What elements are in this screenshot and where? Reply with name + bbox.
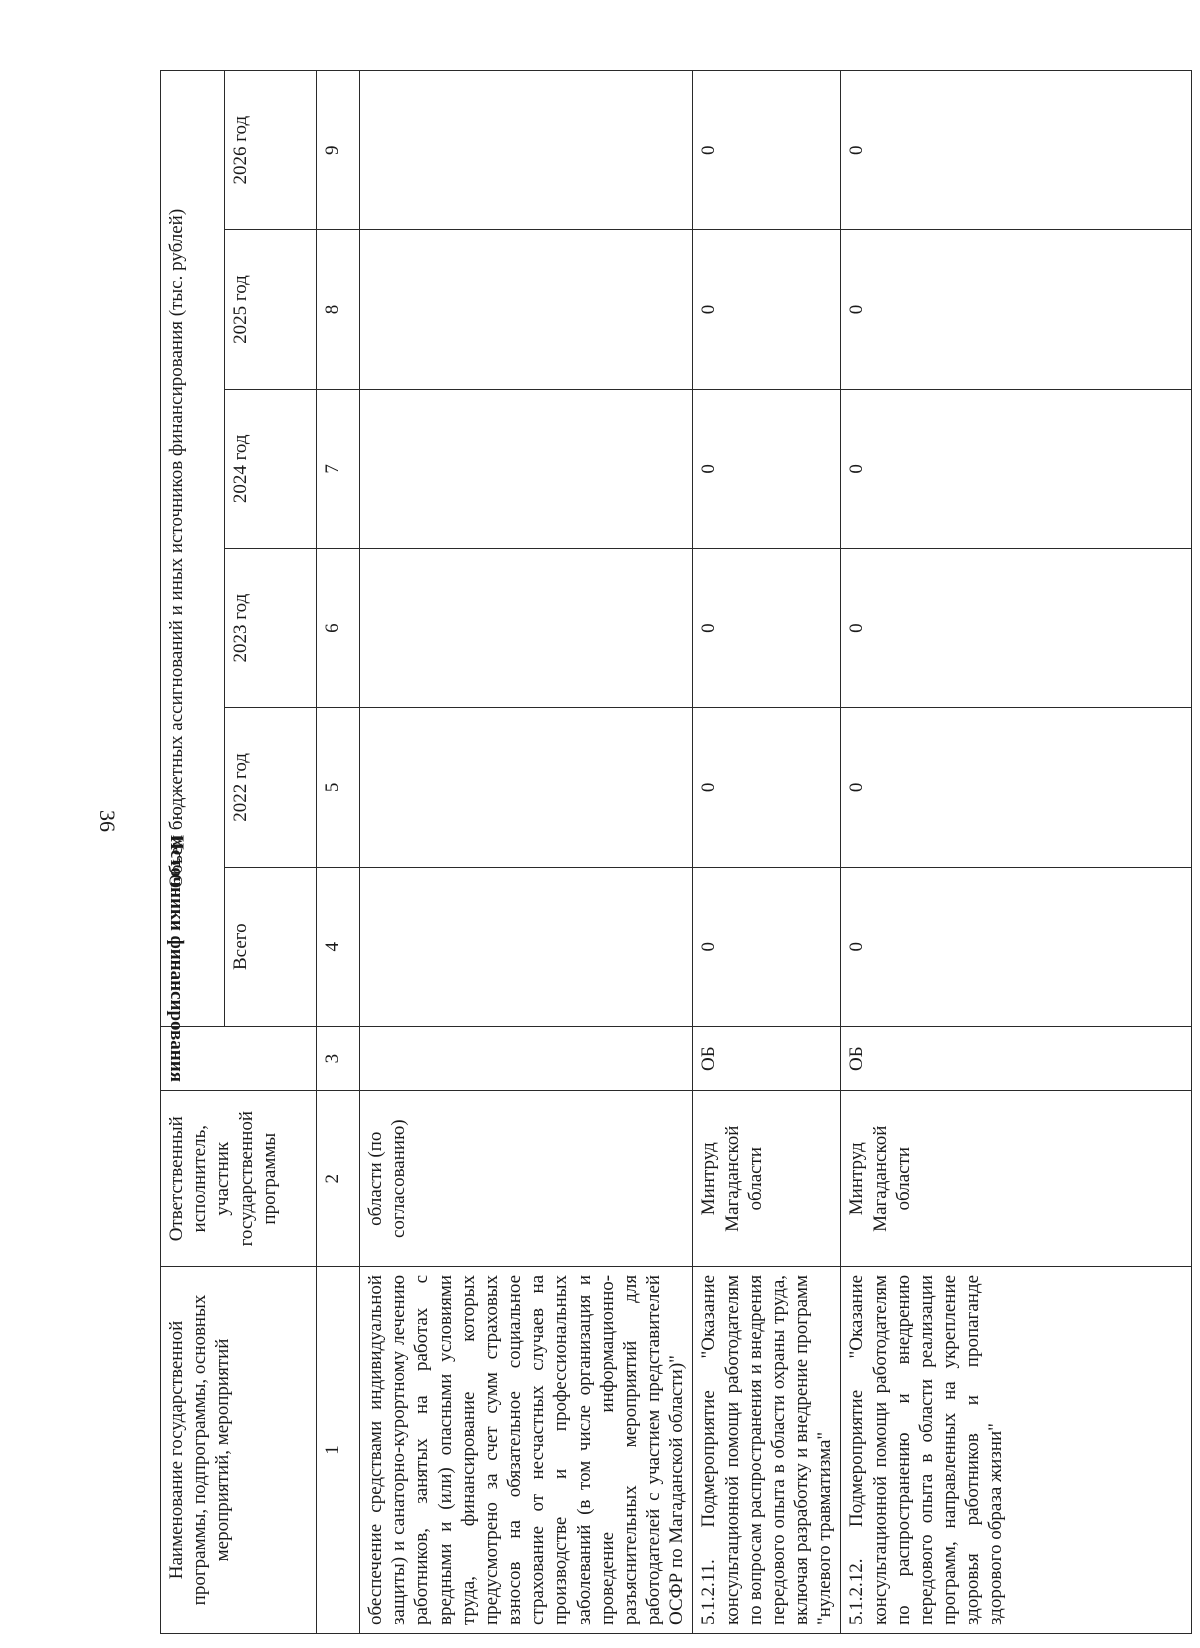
row-source: ОБ xyxy=(693,1026,841,1091)
financing-table xyxy=(160,70,1192,1634)
rotated-table-sheet xyxy=(160,70,1192,1634)
header-executor: Ответственный исполнитель, участник государственной программы xyxy=(161,1091,317,1266)
column-number: 4 xyxy=(317,867,360,1026)
header-2023: 2023 год xyxy=(225,548,317,707)
page-number: 36 xyxy=(95,810,120,832)
row-program-name: 5.1.2.11. Подмероприятие "Оказание консультационной помощи работодателям по вопросам распространения и внедрения передового опыта в области охраны труда, включая разработку и внедрение программ "нулевого травматизма" xyxy=(693,1266,841,1633)
column-number: 8 xyxy=(317,230,360,389)
header-funding-group: Объем бюджетных ассигнований и иных источников финансирования (тыс. рублей) xyxy=(161,71,225,1027)
row-2026: 0 xyxy=(693,71,841,230)
row-2022: 0 xyxy=(693,708,841,867)
header-2026: 2026 год xyxy=(225,71,317,230)
column-number: 3 xyxy=(317,1026,360,1091)
row-2025 xyxy=(360,230,693,389)
row-program-name: 5.1.2.12. Подмероприятие "Оказание консультационной помощи работодателям по распространению и внедрению передового опыта в области реализации программ, направленных на укрепление здоровья работников и пропаганде здорового образа жизни" xyxy=(841,1266,1192,1633)
row-total xyxy=(360,867,693,1026)
header-2024: 2024 год xyxy=(225,389,317,548)
column-number: 9 xyxy=(317,71,360,230)
column-number: 1 xyxy=(317,1266,360,1633)
row-executor: Минтруд Магаданской области xyxy=(693,1091,841,1266)
header-total: Всего xyxy=(225,867,317,1026)
row-source: ОБ xyxy=(841,1026,1192,1091)
column-number: 7 xyxy=(317,389,360,548)
table-row xyxy=(360,71,693,1634)
table-row xyxy=(693,71,841,1634)
row-executor: Минтруд Магаданской области xyxy=(841,1091,1192,1266)
column-number: 6 xyxy=(317,548,360,707)
row-2024: 0 xyxy=(841,389,1192,548)
row-2023: 0 xyxy=(693,548,841,707)
header-2022: 2022 год xyxy=(225,708,317,867)
column-number: 5 xyxy=(317,708,360,867)
header-2025: 2025 год xyxy=(225,230,317,389)
row-source xyxy=(360,1026,693,1091)
column-number: 2 xyxy=(317,1091,360,1266)
row-total: 0 xyxy=(841,867,1192,1026)
row-2026: 0 xyxy=(841,71,1192,230)
row-2024 xyxy=(360,389,693,548)
row-2022: 0 xyxy=(841,708,1192,867)
row-program-name: обеспечение средствами индивидуальной защиты) и санаторно-курортному лечению работников, занятых на работах с вредными и (или) опасными условиями труда, финансирование которых предусмотрено за счет сумм страховых взносов на обязательное социальное страхование от несчастных случаев на производстве и профессиональных заболеваний (в том числе организация и проведение информационно-разъяснительных мероприятий для работодателей с участием представителей ОСФР по Магаданской области)" xyxy=(360,1266,693,1633)
table-row xyxy=(841,71,1192,1634)
row-2026 xyxy=(360,71,693,230)
row-2025: 0 xyxy=(841,230,1192,389)
row-2023 xyxy=(360,548,693,707)
row-total: 0 xyxy=(693,867,841,1026)
header-sources-label: Источники финансирования xyxy=(166,835,188,1083)
row-2022 xyxy=(360,708,693,867)
row-executor: области (по согласованию) xyxy=(360,1091,693,1266)
row-2023: 0 xyxy=(841,548,1192,707)
header-program-name: Наименование государственной программы, подпрограммы, основных мероприятий, мероприятий xyxy=(161,1266,317,1633)
row-2025: 0 xyxy=(693,230,841,389)
row-2024: 0 xyxy=(693,389,841,548)
